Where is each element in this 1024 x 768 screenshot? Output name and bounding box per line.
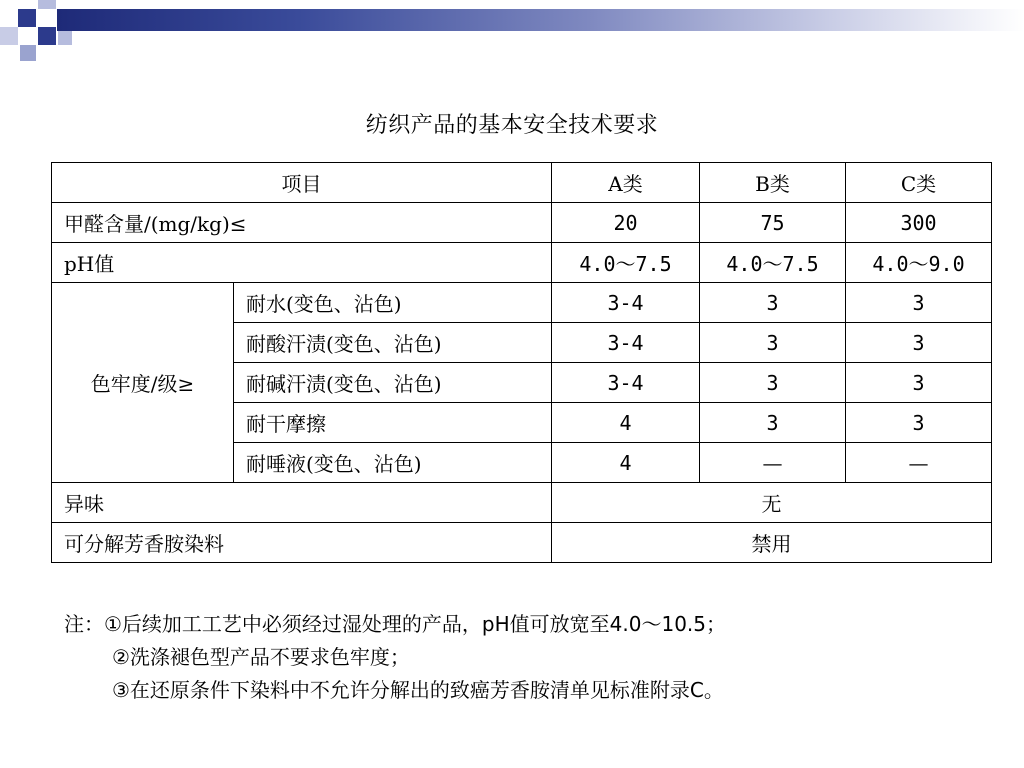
decor-square-light-1 bbox=[38, 0, 56, 9]
cell-value: 20 bbox=[552, 203, 700, 243]
cell-value: 3 bbox=[700, 363, 846, 403]
cell-value: — bbox=[846, 443, 992, 483]
row-sublabel: 耐碱汗渍(变色、沾色) bbox=[234, 363, 552, 403]
decor-square-light-2 bbox=[0, 27, 18, 45]
cell-value: 4.0～7.5 bbox=[700, 243, 846, 283]
header-class-c: C类 bbox=[846, 163, 992, 203]
table-row bbox=[52, 243, 992, 283]
cell-value: — bbox=[700, 443, 846, 483]
cell-value: 3-4 bbox=[552, 283, 700, 323]
table-row bbox=[52, 283, 992, 323]
cell-value: 4 bbox=[552, 403, 700, 443]
footnote-3: ③在还原条件下染料中不允许分解出的致癌芳香胺清单见标准附录C。 bbox=[112, 678, 724, 702]
cell-value: 75 bbox=[700, 203, 846, 243]
safety-requirements-table bbox=[51, 162, 992, 563]
decor-square-light-4 bbox=[58, 31, 72, 45]
cell-value: 4.0～7.5 bbox=[552, 243, 700, 283]
cell-value: 300 bbox=[846, 203, 992, 243]
row-sublabel: 耐水(变色、沾色) bbox=[234, 283, 552, 323]
cell-value: 无 bbox=[552, 483, 992, 523]
row-label-color-fastness: 色牢度/级≥ bbox=[52, 283, 234, 483]
footnote-2: ②洗涤褪色型产品不要求色牢度； bbox=[112, 645, 410, 669]
cell-value: 3 bbox=[846, 363, 992, 403]
cell-value: 4.0～9.0 bbox=[846, 243, 992, 283]
decor-square-dark-2 bbox=[38, 27, 56, 45]
row-sublabel: 耐唾液(变色、沾色) bbox=[234, 443, 552, 483]
cell-value: 3 bbox=[846, 283, 992, 323]
row-sublabel: 耐干摩擦 bbox=[234, 403, 552, 443]
row-label-ph: pH值 bbox=[52, 243, 552, 283]
row-label-formaldehyde: 甲醛含量/(mg/kg)≤ bbox=[52, 203, 552, 243]
table-row bbox=[52, 203, 992, 243]
cell-value: 3-4 bbox=[552, 323, 700, 363]
page-title: 纺织产品的基本安全技术要求 bbox=[365, 113, 659, 138]
footnotes bbox=[64, 608, 726, 707]
header-item: 项目 bbox=[52, 163, 552, 203]
cell-value: 4 bbox=[552, 443, 700, 483]
table-row bbox=[52, 483, 992, 523]
cell-value: 3 bbox=[700, 283, 846, 323]
row-label-aromatic-amine: 可分解芳香胺染料 bbox=[52, 523, 552, 563]
decor-square-dark-1 bbox=[18, 9, 36, 27]
table-row bbox=[52, 523, 992, 563]
footnote-1: 注：①后续加工工艺中必须经过湿处理的产品，pH值可放宽至4.0～10.5； bbox=[64, 612, 727, 636]
cell-value: 禁用 bbox=[552, 523, 992, 563]
cell-value: 3-4 bbox=[552, 363, 700, 403]
decor-square-light-3 bbox=[20, 45, 36, 61]
cell-value: 3 bbox=[700, 323, 846, 363]
cell-value: 3 bbox=[846, 403, 992, 443]
cell-value: 3 bbox=[846, 323, 992, 363]
row-sublabel: 耐酸汗渍(变色、沾色) bbox=[234, 323, 552, 363]
table-header-row bbox=[52, 163, 992, 203]
cell-value: 3 bbox=[700, 403, 846, 443]
row-label-odor: 异味 bbox=[52, 483, 552, 523]
header-gradient-bar bbox=[57, 9, 1024, 31]
header-class-a: A类 bbox=[552, 163, 700, 203]
header-class-b: B类 bbox=[700, 163, 846, 203]
